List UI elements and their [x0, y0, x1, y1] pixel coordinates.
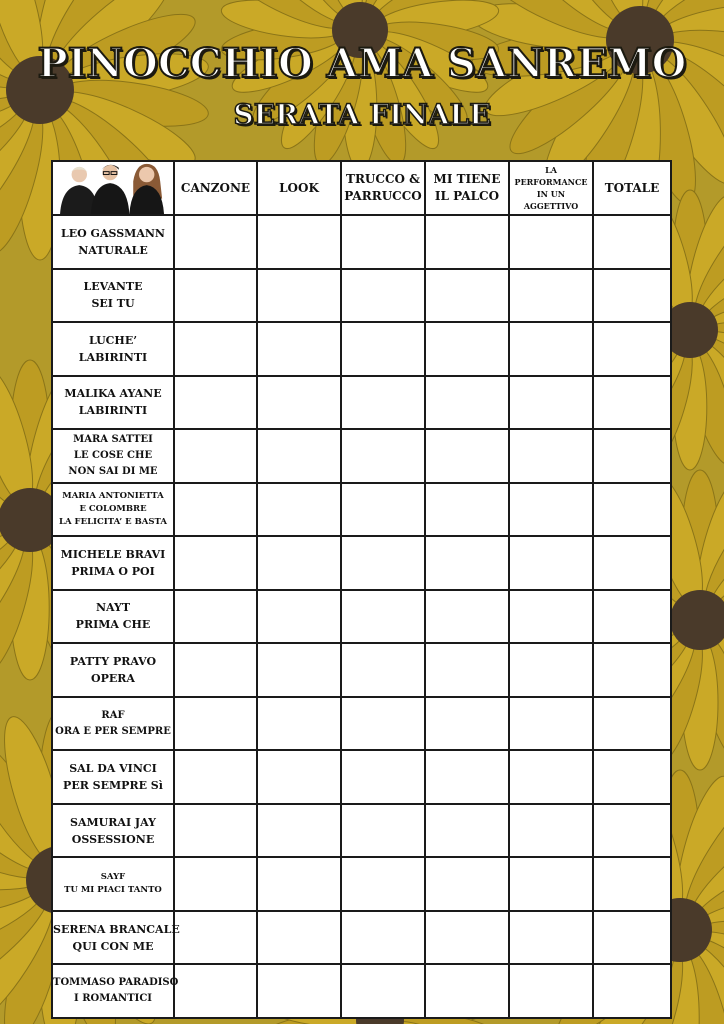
score-cell[interactable]	[509, 643, 593, 697]
artist-song-line: NAYT	[95, 601, 131, 615]
score-cell[interactable]	[174, 804, 257, 858]
score-cell[interactable]	[593, 697, 671, 751]
people-photo	[52, 161, 174, 215]
artist-song-cell	[52, 697, 174, 751]
artist-song-line: QUI CON ME	[72, 939, 154, 953]
score-cell[interactable]	[425, 697, 509, 751]
artist-song-cell	[52, 376, 174, 430]
artist-song-cell	[52, 643, 174, 697]
score-cell[interactable]	[341, 697, 425, 751]
table-row	[52, 804, 671, 858]
score-cell[interactable]	[425, 964, 509, 1018]
table-row	[52, 429, 671, 483]
header-row	[52, 161, 671, 215]
column-header-line: PARRUCCO	[344, 189, 422, 203]
score-cell[interactable]	[425, 643, 509, 697]
score-cell[interactable]	[593, 483, 671, 537]
score-cell[interactable]	[425, 911, 509, 965]
score-cell[interactable]	[174, 269, 257, 323]
column-header	[341, 161, 425, 215]
score-cell[interactable]	[509, 590, 593, 644]
score-cell[interactable]	[341, 536, 425, 590]
artist-song-line: LUCHE’	[88, 333, 138, 347]
artist-song-line: NATURALE	[78, 243, 148, 257]
table-row	[52, 750, 671, 804]
score-cell[interactable]	[593, 643, 671, 697]
score-cell[interactable]	[425, 750, 509, 804]
score-cell[interactable]	[593, 322, 671, 376]
score-cell[interactable]	[257, 857, 341, 911]
score-cell[interactable]	[593, 269, 671, 323]
score-cell[interactable]	[509, 536, 593, 590]
score-cell[interactable]	[509, 804, 593, 858]
artist-song-line: SAL DA VINCI	[69, 762, 157, 776]
artist-song-line: SAMURAI JAY	[70, 815, 156, 829]
score-cell[interactable]	[593, 590, 671, 644]
score-cell[interactable]	[509, 322, 593, 376]
score-cell[interactable]	[425, 590, 509, 644]
score-cell[interactable]	[174, 322, 257, 376]
score-cell[interactable]	[174, 215, 257, 269]
artist-song-line: NON SAI DI ME	[68, 465, 158, 477]
score-cell[interactable]	[341, 964, 425, 1018]
artist-song-cell	[52, 215, 174, 269]
table-row	[52, 483, 671, 537]
score-cell[interactable]	[341, 750, 425, 804]
artist-song-line: LEO GASSMANN	[61, 226, 165, 240]
score-table	[51, 160, 672, 1019]
score-cell[interactable]	[174, 483, 257, 537]
artist-song-cell	[52, 857, 174, 911]
artist-song-line: TOMMASO PARADISO	[53, 977, 179, 989]
table-row	[52, 376, 671, 430]
score-cell[interactable]	[257, 750, 341, 804]
artist-song-line: MALIKA AYANE	[64, 387, 162, 401]
score-cell[interactable]	[425, 215, 509, 269]
artist-song-line: PRIMA O POI	[71, 564, 155, 578]
column-header-line: MI TIENE	[433, 172, 501, 186]
score-cell[interactable]	[425, 804, 509, 858]
artist-song-line: MICHELE BRAVI	[60, 547, 166, 561]
score-cell[interactable]	[425, 269, 509, 323]
score-cell[interactable]	[593, 911, 671, 965]
score-cell[interactable]	[509, 429, 593, 483]
artist-song-line: LABIRINTI	[78, 350, 148, 364]
score-cell[interactable]	[174, 643, 257, 697]
score-cell[interactable]	[593, 215, 671, 269]
score-cell[interactable]	[509, 269, 593, 323]
score-cell[interactable]	[174, 911, 257, 965]
score-cell[interactable]	[425, 857, 509, 911]
score-cell[interactable]	[257, 429, 341, 483]
column-header-line: AGGETTIVO	[523, 201, 579, 211]
artist-song-line: LE COSE CHE	[73, 449, 153, 461]
score-cell[interactable]	[341, 376, 425, 430]
artist-song-cell	[52, 590, 174, 644]
artist-song-line: PER SEMPRE Sì	[63, 779, 163, 793]
score-cell[interactable]	[257, 697, 341, 751]
artist-song-cell	[52, 750, 174, 804]
score-cell[interactable]	[425, 536, 509, 590]
artist-song-cell	[52, 429, 174, 483]
score-cell[interactable]	[593, 750, 671, 804]
score-cell[interactable]	[341, 643, 425, 697]
score-cell[interactable]	[341, 590, 425, 644]
score-cell[interactable]	[174, 857, 257, 911]
column-header	[257, 161, 341, 215]
score-cell[interactable]	[257, 911, 341, 965]
score-cell[interactable]	[425, 376, 509, 430]
table-row	[52, 964, 671, 1018]
score-cell[interactable]	[593, 376, 671, 430]
table-row	[52, 643, 671, 697]
score-cell[interactable]	[257, 376, 341, 430]
artist-song-line: ORA E PER SEMPRE	[55, 725, 171, 737]
column-header-line: IN UN	[536, 189, 566, 199]
score-cell[interactable]	[174, 964, 257, 1018]
column-header	[174, 161, 257, 215]
column-header-line: TOTALE	[604, 180, 660, 195]
artist-song-line: SEI TU	[91, 297, 135, 311]
score-cell[interactable]	[257, 590, 341, 644]
score-cell[interactable]	[257, 964, 341, 1018]
score-cell[interactable]	[509, 215, 593, 269]
score-cell[interactable]	[341, 429, 425, 483]
score-cell[interactable]	[509, 483, 593, 537]
score-cell[interactable]	[257, 804, 341, 858]
artist-song-cell	[52, 964, 179, 1018]
score-cell[interactable]	[509, 376, 593, 430]
score-cell[interactable]	[341, 483, 425, 537]
column-header	[593, 161, 671, 215]
artist-song-cell	[52, 269, 174, 323]
artist-song-line: LEVANTE	[83, 280, 143, 294]
score-cell[interactable]	[593, 536, 671, 590]
score-cell[interactable]	[341, 322, 425, 376]
table-row	[52, 536, 671, 590]
artist-song-cell	[52, 483, 174, 537]
score-cell[interactable]	[509, 911, 593, 965]
score-cell[interactable]	[341, 804, 425, 858]
score-cell[interactable]	[257, 322, 341, 376]
column-header-line: LOOK	[279, 180, 319, 195]
page-title: PINOCCHIO AMA SANREMO	[37, 40, 687, 87]
score-cell[interactable]	[593, 857, 671, 911]
table-row	[52, 215, 671, 269]
score-cell[interactable]	[257, 215, 341, 269]
score-cell[interactable]	[509, 697, 593, 751]
column-header-line: CANZONE	[180, 180, 251, 195]
artist-song-line: TU MI PIACI TANTO	[64, 885, 162, 896]
artist-song-cell	[52, 322, 174, 376]
score-cell[interactable]	[257, 483, 341, 537]
artist-song-line: MARA SATTEI	[73, 433, 153, 445]
score-cell[interactable]	[174, 697, 257, 751]
score-cell[interactable]	[257, 536, 341, 590]
score-cell[interactable]	[257, 643, 341, 697]
artist-song-cell	[52, 804, 174, 858]
score-cell[interactable]	[341, 857, 425, 911]
score-cell[interactable]	[174, 429, 257, 483]
artist-song-line: LABIRINTI	[78, 404, 148, 418]
artist-song-cell	[52, 911, 180, 965]
artist-song-line: PRIMA CHE	[75, 618, 151, 632]
score-cell[interactable]	[509, 750, 593, 804]
artist-song-line: OSSESSIONE	[71, 832, 155, 846]
table-row	[52, 697, 671, 751]
artist-song-line: SAYF	[100, 872, 126, 883]
artist-song-line: E COLOMBRE	[79, 503, 147, 514]
table-row	[52, 269, 671, 323]
score-cell[interactable]	[425, 322, 509, 376]
artist-song-line: RAF	[101, 709, 125, 721]
artist-song-cell	[52, 536, 174, 590]
score-cell[interactable]	[425, 429, 509, 483]
score-cell[interactable]	[257, 269, 341, 323]
score-cell[interactable]	[174, 536, 257, 590]
page-subtitle: SERATA FINALE	[233, 98, 491, 131]
score-cell[interactable]	[509, 857, 593, 911]
score-cell[interactable]	[341, 215, 425, 269]
artist-song-line: I ROMANTICI	[74, 993, 152, 1005]
score-cell[interactable]	[174, 590, 257, 644]
score-cell[interactable]	[174, 750, 257, 804]
table-row	[52, 857, 671, 911]
artist-song-line: OPERA	[91, 672, 135, 686]
artist-song-line: SERENA BRANCALE	[53, 922, 180, 936]
score-cell[interactable]	[425, 483, 509, 537]
table-row	[52, 322, 671, 376]
score-cell[interactable]	[593, 804, 671, 858]
column-header-line: PERFORMANCE	[514, 177, 588, 187]
artist-song-line: LA FELICITA’ E BASTA	[59, 516, 167, 527]
score-cell[interactable]	[341, 269, 425, 323]
score-cell[interactable]	[341, 911, 425, 965]
column-header-line: TRUCCO &	[346, 172, 420, 186]
artist-song-line: MARIA ANTONIETTA	[62, 490, 164, 501]
score-cell[interactable]	[174, 376, 257, 430]
artist-song-line: PATTY PRAVO	[69, 655, 157, 669]
column-header-line: IL PALCO	[434, 189, 500, 203]
table-row	[52, 590, 671, 644]
score-cell[interactable]	[593, 964, 671, 1018]
score-cell[interactable]	[509, 964, 593, 1018]
column-header	[509, 161, 593, 215]
column-header-line: LA	[545, 165, 557, 175]
score-cell[interactable]	[593, 429, 671, 483]
table-row	[52, 911, 671, 965]
column-header	[425, 161, 509, 215]
